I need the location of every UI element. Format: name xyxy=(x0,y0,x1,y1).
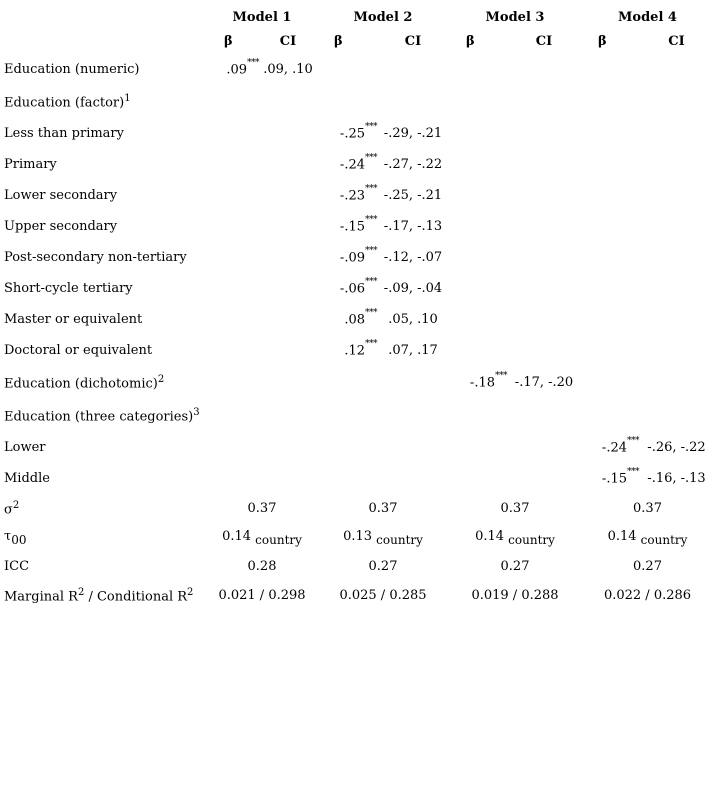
beta-cell: -.06*** xyxy=(339,277,377,297)
subheader-row xyxy=(4,28,714,54)
row-label: Education (dichotomic)$^2$ xyxy=(4,373,165,392)
model-4-heading: Model 4 xyxy=(618,9,677,25)
ci-cell: -.27, -.22 xyxy=(383,157,443,172)
row-label: Master or equivalent xyxy=(4,312,143,327)
beta-cell: -.25*** xyxy=(339,122,377,142)
row-label: σ$^2$ xyxy=(4,499,20,518)
beta-cell: -.23*** xyxy=(339,184,377,204)
table-row xyxy=(4,180,714,211)
row-label: Short-cycle tertiary xyxy=(4,281,133,296)
table-row xyxy=(4,149,714,180)
ci-cell: .07, .17 xyxy=(388,343,438,358)
beta-cell: .12*** xyxy=(344,339,377,359)
ci-heading: CI xyxy=(279,33,297,49)
footnote-marker: 3 xyxy=(193,406,200,418)
table-row xyxy=(4,54,714,85)
row-label: Doctoral or equivalent xyxy=(4,343,153,358)
significance-stars: *** xyxy=(365,246,377,257)
stat-cell: 0.27 xyxy=(633,559,662,574)
significance-stars: *** xyxy=(247,58,259,69)
row-label: Lower secondary xyxy=(4,188,118,203)
stat-cell: 0.022 / 0.286 xyxy=(603,588,692,603)
row-label: ICC xyxy=(4,559,30,574)
ci-heading: CI xyxy=(668,33,685,49)
table-row xyxy=(4,211,714,242)
beta-cell: .09*** xyxy=(226,58,259,78)
stat-cell: 0.019 / 0.288 xyxy=(471,588,559,603)
beta-cell: -.24*** xyxy=(339,153,377,173)
ci-cell: -.17, -.20 xyxy=(514,375,574,390)
row-label: Upper secondary xyxy=(4,219,118,234)
ci-cell: -.25, -.21 xyxy=(383,188,443,203)
stat-cell: 0.14 $_{country}$ xyxy=(222,528,302,547)
model-header-row xyxy=(4,6,714,28)
row-label: Marginal R$^2$ / Conditional R$^2$ xyxy=(4,586,194,605)
stat-cell: 0.37 xyxy=(247,501,277,516)
table-row xyxy=(4,581,714,610)
footnote-marker: 1 xyxy=(124,92,131,104)
ci-heading: CI xyxy=(404,33,422,49)
row-label: Education (factor)$^1$ xyxy=(4,92,131,111)
ci-cell: -.17, -.13 xyxy=(383,219,443,234)
significance-stars: *** xyxy=(365,122,377,133)
stat-cell: 0.27 xyxy=(500,559,530,574)
beta-heading: β xyxy=(334,33,343,49)
beta-heading: β xyxy=(224,33,233,49)
stat-cell: 0.021 / 0.298 xyxy=(218,588,306,603)
significance-stars: *** xyxy=(365,215,377,226)
significance-stars: *** xyxy=(365,308,377,319)
beta-heading: β xyxy=(598,33,607,49)
table-row xyxy=(4,304,714,335)
stat-cell: 0.13 $_{country}$ xyxy=(343,528,423,547)
significance-stars: *** xyxy=(365,153,377,164)
table-row xyxy=(4,463,714,494)
table-row xyxy=(4,399,714,432)
stat-cell: 0.28 xyxy=(247,559,277,574)
model-2-heading: Model 2 xyxy=(353,9,413,25)
ci-cell: -.29, -.21 xyxy=(383,126,443,141)
model-3-heading: Model 3 xyxy=(485,9,545,25)
corner-cell xyxy=(4,28,207,54)
table-row xyxy=(4,273,714,304)
significance-stars: *** xyxy=(365,277,377,288)
ci-cell: -.12, -.07 xyxy=(383,250,443,265)
stat-cell: 0.37 xyxy=(368,501,398,516)
beta-cell: -.15*** xyxy=(601,467,639,487)
corner-cell xyxy=(4,6,207,28)
ci-cell: .09, .10 xyxy=(263,62,313,77)
row-label: Post-secondary non-tertiary xyxy=(4,250,187,265)
beta-heading: β xyxy=(466,33,475,49)
table-row xyxy=(4,366,714,399)
row-label: Middle xyxy=(4,471,50,486)
ci-cell: -.09, -.04 xyxy=(383,281,443,296)
beta-cell: -.09*** xyxy=(339,246,377,266)
model-1-heading: Model 1 xyxy=(232,9,292,25)
significance-stars: *** xyxy=(627,436,639,447)
row-label: Education (numeric) xyxy=(4,62,140,77)
stat-cell: 0.025 / 0.285 xyxy=(339,588,427,603)
stat-cell: 0.37 xyxy=(633,501,662,516)
regression-table xyxy=(4,6,714,610)
beta-cell: -.18*** xyxy=(469,371,507,391)
stat-cell: 0.14 $_{country}$ xyxy=(475,528,555,547)
significance-stars: *** xyxy=(495,371,507,382)
row-label: $\tau_{00}$ xyxy=(4,528,27,547)
row-label: Less than primary xyxy=(4,126,124,141)
table-row xyxy=(4,523,714,552)
beta-cell: -.24*** xyxy=(601,436,639,456)
beta-cell: .08*** xyxy=(344,308,377,328)
significance-stars: *** xyxy=(627,467,639,478)
table-row xyxy=(4,552,714,581)
table-row xyxy=(4,335,714,366)
table-row xyxy=(4,118,714,149)
row-label: Primary xyxy=(4,157,57,172)
row-label: Lower xyxy=(4,440,46,455)
significance-stars: *** xyxy=(365,184,377,195)
table-row xyxy=(4,432,714,463)
stat-cell: 0.37 xyxy=(500,501,530,516)
ci-heading: CI xyxy=(535,33,553,49)
stat-cell: 0.27 xyxy=(368,559,398,574)
table-row xyxy=(4,494,714,523)
ci-cell: -.16, -.13 xyxy=(647,471,706,486)
footnote-marker: 2 xyxy=(157,373,165,385)
beta-cell: -.15*** xyxy=(339,215,377,235)
significance-stars: *** xyxy=(365,339,377,350)
row-label: Education (three categories)$^3$ xyxy=(4,406,200,425)
ci-cell: -.26, -.22 xyxy=(647,440,706,455)
stat-cell: 0.14 $_{country}$ xyxy=(607,528,688,547)
ci-cell: .05, .10 xyxy=(388,312,438,327)
table-row xyxy=(4,242,714,273)
table-row xyxy=(4,85,714,118)
